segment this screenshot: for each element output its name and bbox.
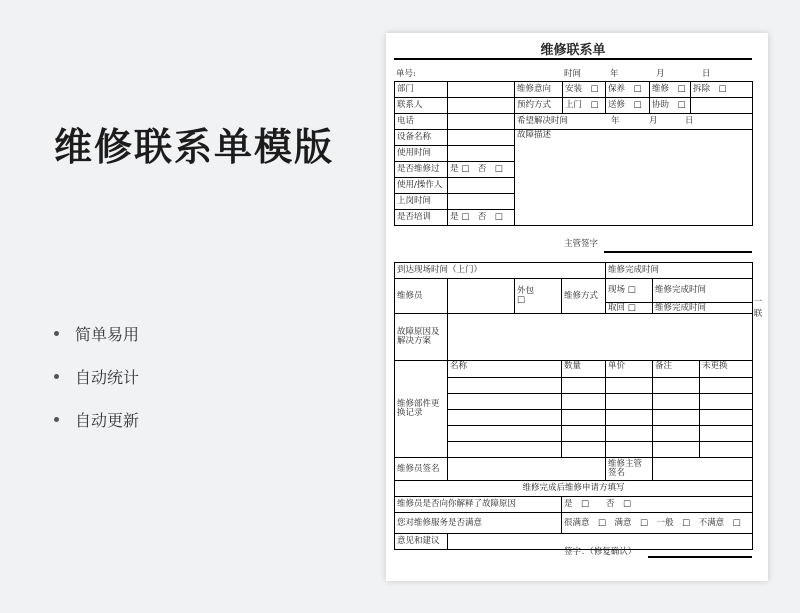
- cause-solution-field[interactable]: [448, 314, 753, 361]
- device-field[interactable]: [448, 130, 515, 146]
- phone-field[interactable]: [448, 114, 515, 130]
- parts-record-label: 维修部件更换记录: [395, 361, 448, 458]
- parts-cell[interactable]: [562, 426, 606, 442]
- confirm-sign-line[interactable]: [648, 556, 752, 558]
- parts-cell[interactable]: [700, 410, 753, 426]
- post-time-label: 上岗时间: [395, 194, 448, 210]
- supervisor-sign-field[interactable]: [653, 458, 753, 481]
- expected-time-label: 希望解决时间: [517, 116, 569, 126]
- contact-label: 联系人: [395, 98, 448, 114]
- parts-cell[interactable]: [653, 394, 700, 410]
- dismantle-checkbox[interactable]: 拆除 □: [691, 82, 753, 98]
- satisfaction-options[interactable]: 很满意 □ 满意 □ 一般 □ 不满意 □: [562, 513, 753, 534]
- cause-solution-label: 故障原因及解决方案: [395, 314, 448, 361]
- feature-label: 简单易用: [75, 325, 140, 344]
- supervisor-sign-cell-label: 维修主管签名: [606, 458, 653, 481]
- year-label: 年: [610, 69, 619, 79]
- bullet-icon: [54, 331, 59, 336]
- time-label: 时间: [564, 69, 582, 79]
- repaired-options[interactable]: 是 □ 否 □: [448, 162, 515, 178]
- page-title: 维修联系单模版: [54, 125, 335, 169]
- feature-item: [54, 312, 139, 355]
- worker-sign-label: 维修员签名: [395, 458, 448, 481]
- request-table: [394, 81, 753, 226]
- parts-cell[interactable]: [606, 442, 653, 458]
- feature-item: [54, 355, 139, 398]
- door-checkbox[interactable]: 上门 □: [563, 98, 606, 114]
- parts-cell[interactable]: [700, 378, 753, 394]
- after-repair-header: 维修完成后维修申请方填写: [395, 481, 753, 497]
- user-label: 使用/操作人: [395, 178, 448, 194]
- meta-row: [394, 67, 754, 81]
- dept-field[interactable]: [448, 82, 515, 98]
- col-note-header: 备注: [653, 361, 700, 378]
- expected-day-label: 日: [685, 116, 694, 126]
- feature-item: [54, 398, 139, 441]
- trained-options[interactable]: 是 □ 否 □: [448, 210, 515, 226]
- explained-label: 维修员是否向你解释了故障原因: [395, 497, 562, 513]
- parts-cell[interactable]: [700, 394, 753, 410]
- col-name-header: 名称: [448, 361, 562, 378]
- repair-checkbox[interactable]: 维修 □: [650, 82, 691, 98]
- sendback-completion-time[interactable]: 维修完成时间: [653, 303, 753, 314]
- copy-note: 一联: [753, 297, 763, 319]
- form-document: [386, 33, 768, 581]
- bullet-icon: [54, 417, 59, 422]
- dept-label: 部门: [395, 82, 448, 98]
- expected-year-label: 年: [611, 116, 620, 126]
- parts-cell[interactable]: [448, 410, 562, 426]
- col-price-header: 单价: [606, 361, 653, 378]
- trained-label: 是否培训: [395, 210, 448, 226]
- completion-time-cell[interactable]: 维修完成时间: [606, 263, 753, 279]
- maintain-checkbox[interactable]: 保养 □: [606, 82, 650, 98]
- bullet-icon: [54, 374, 59, 379]
- supervisor-sign-label: 主管签字: [564, 239, 599, 249]
- parts-cell[interactable]: [653, 410, 700, 426]
- advice-label: 意见和建议: [395, 534, 448, 550]
- outsourced-checkbox[interactable]: □: [517, 295, 526, 305]
- col-unreplaced-header: 未更换: [700, 361, 753, 378]
- parts-cell[interactable]: [653, 442, 700, 458]
- col-qty-header: 数量: [562, 361, 606, 378]
- parts-cell[interactable]: [562, 410, 606, 426]
- parts-cell[interactable]: [606, 426, 653, 442]
- appointment-label: 预约方式: [515, 98, 563, 114]
- outsourced-cell[interactable]: [515, 279, 562, 314]
- parts-cell[interactable]: [606, 394, 653, 410]
- sendback-checkbox[interactable]: 取回 □: [606, 303, 653, 314]
- onsite-checkbox[interactable]: 现场 □: [606, 279, 653, 303]
- user-field[interactable]: [448, 178, 515, 194]
- feature-label: 自动更新: [75, 411, 140, 430]
- parts-cell[interactable]: [448, 442, 562, 458]
- parts-cell[interactable]: [653, 426, 700, 442]
- form-title: 维修联系单: [540, 43, 606, 58]
- feature-label: 自动统计: [75, 368, 140, 387]
- parts-cell[interactable]: [448, 378, 562, 394]
- order-number-label: 单号:: [396, 69, 416, 79]
- arrival-time-cell[interactable]: 到达现场时间（上门）: [395, 263, 606, 279]
- parts-cell[interactable]: [606, 410, 653, 426]
- use-time-label: 使用时间: [395, 146, 448, 162]
- parts-cell[interactable]: [653, 378, 700, 394]
- fault-description-label: 故障描述: [517, 130, 552, 140]
- parts-cell[interactable]: [562, 394, 606, 410]
- phone-label: 电话: [395, 114, 448, 130]
- repaired-label: 是否维修过: [395, 162, 448, 178]
- assist-checkbox[interactable]: 协助 □: [650, 98, 691, 114]
- contact-field[interactable]: [448, 98, 515, 114]
- expected-month-label: 月: [649, 116, 658, 126]
- day-label: 日: [702, 69, 711, 79]
- title-rule: [394, 58, 752, 60]
- device-label: 设备名称: [395, 130, 448, 146]
- worker-label: 维修员: [395, 279, 448, 314]
- intent-label: 维修意向: [515, 82, 563, 98]
- parts-cell[interactable]: [700, 442, 753, 458]
- outsourced-label: 外包: [517, 286, 535, 296]
- repair-record-table: [394, 262, 753, 550]
- explained-options[interactable]: 是 □ 否 □: [562, 497, 753, 513]
- supervisor-sign-line[interactable]: [604, 251, 752, 253]
- install-checkbox[interactable]: 安装 □: [563, 82, 606, 98]
- worker-field[interactable]: [448, 279, 515, 314]
- expected-time-cell[interactable]: [515, 114, 753, 130]
- parts-cell[interactable]: [700, 426, 753, 442]
- feature-list: [54, 312, 139, 441]
- parts-cell[interactable]: [448, 394, 562, 410]
- post-time-field[interactable]: [448, 194, 515, 210]
- parts-cell[interactable]: [606, 378, 653, 394]
- parts-cell[interactable]: [562, 442, 606, 458]
- send-checkbox[interactable]: 送修 □: [606, 98, 650, 114]
- onsite-completion-time[interactable]: 维修完成时间: [653, 279, 753, 303]
- parts-cell[interactable]: [562, 378, 606, 394]
- empty-cell: [691, 98, 753, 114]
- worker-sign-field[interactable]: [448, 458, 606, 481]
- use-time-field[interactable]: [448, 146, 515, 162]
- month-label: 月: [656, 69, 665, 79]
- method-label: 维修方式: [562, 279, 606, 314]
- confirm-sign-label: 签字：（修复确认）: [564, 547, 637, 557]
- satisfaction-label: 您对维修服务是否满意: [395, 513, 562, 534]
- fault-description-area[interactable]: [515, 130, 753, 226]
- parts-cell[interactable]: [448, 426, 562, 442]
